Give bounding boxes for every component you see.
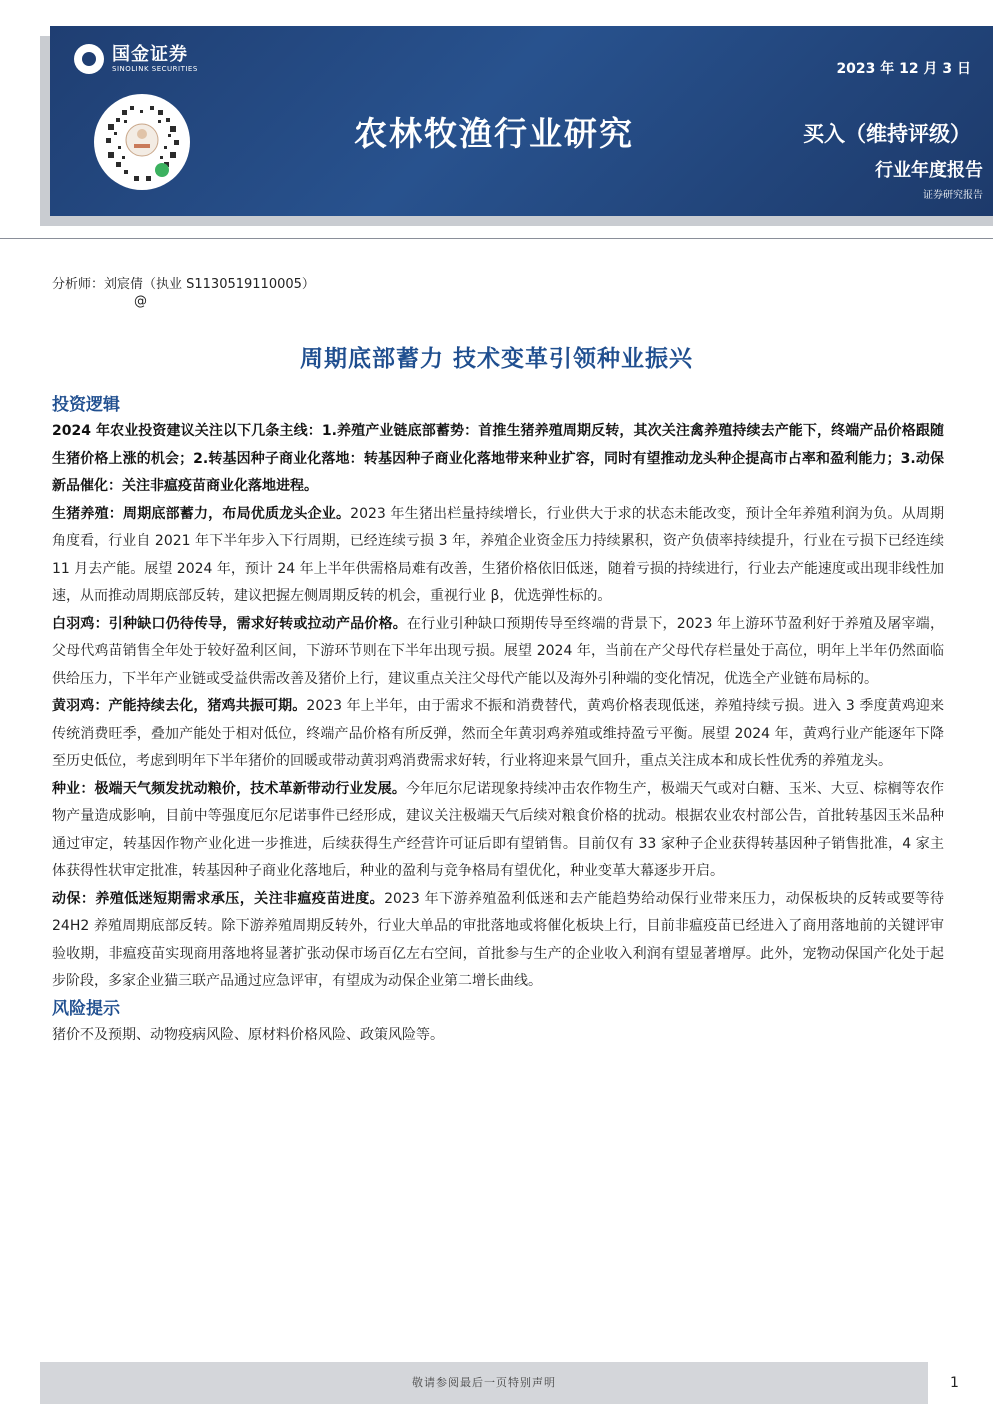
broiler-lead: 白羽鸡：引种缺口仍待传导，需求好转或拉动产品价格。 <box>52 615 407 632</box>
pig-lead: 生猪养殖：周期底部蓄力，布局优质龙头企业。 <box>52 505 351 522</box>
pig-body: 2023 年生猪出栏量持续增长，行业供大于求的状态未能改变，预计全年养殖利润为负。从周期角度看，行业自 2021 年下半年步入下行周期，已经连续亏损 3 年，养殖企业资金压力持续累积，资产负债率持续提升，行业在亏损下已经连续 11 月去产能。展望 2024 年，预计 24 年上半年供需格局难有改善，生猪价格依旧低迷，随着亏损的持续进行，行业去产能速度或出现非线性加速，从而推动周期底部反转，建议把握左侧周期反转的机会，重视行业 β，优选弹性标的。 <box>52 505 944 604</box>
report-date: 2023 年 12 月 3 日 <box>836 61 971 77</box>
analyst-email[interactable]: @ <box>134 294 147 309</box>
header-banner <box>0 0 993 232</box>
seed-paragraph <box>52 776 944 886</box>
risk-paragraph: 猪价不及预期、动物疫病风险、原材料价格风险、政策风险等。 <box>52 1026 444 1043</box>
logo-chinese-name: 国金证券 <box>112 43 188 65</box>
broiler-paragraph <box>52 611 944 694</box>
intro-paragraph: 2024 年农业投资建议关注以下几条主线：1.养殖产业链底部蓄势：首推生猪养殖周期反转，其次关注禽养殖持续去产能下，终端产品价格跟随生猪价格上涨的机会；2.转基因种子商业化落地：转基因种子商业化落地带来种业扩容，同时有望推动龙头种企提高市占率和盈利能力；3.动保新品催化：关注非瘟疫苗商业化落地进程。 <box>52 423 944 494</box>
seed-lead: 种业：极端天气频发扰动粮价，技术革新带动行业发展。 <box>52 780 407 797</box>
rating-badge: 买入（维持评级） <box>803 122 971 146</box>
yellow-chicken-body: 2023 年上半年，由于需求不振和消费替代，黄鸡价格表现低迷，养殖持续亏损。进入 3 季度黄鸡迎来传统消费旺季，叠加产能处于相对低位，终端产品价格有所反弹，然而全年黄羽鸡养殖或维持盈亏平衡。展望 2024 年，黄鸡行业产能逐年下降至历史低位，考虑到明年下半年猪价的回暖或带动黄羽鸡消费需求好转，行业将迎来景气回升，重点关注成本和成长性优秀的养殖龙头。 <box>52 698 945 769</box>
industry-title: 农林牧渔行业研究 <box>354 114 634 153</box>
investment-logic-heading: 投资逻辑 <box>52 395 120 415</box>
logo-english-name: SINOLINK SECURITIES <box>112 64 198 73</box>
seed-body: 今年厄尔尼诺现象持续冲击农作物生产，极端天气或对白糖、玉米、大豆、棕榈等农作物产量造成影响，目前中等强度厄尔尼诺事件已经形成，建议关注极端天气后续对粮食价格的扰动。根据农业农村部公告，首批转基因玉米品种通过审定，转基因作物产业化进一步推进，后续获得生产经营许可证后即有望销售。目前仅有 33 家种子企业获得转基因种子销售批准，4 家主体获得性状审定批准，转基因种子商业化落地后，种业的盈利与竞争格局有望优化，种业变革大幕逐步开启。 <box>52 780 944 879</box>
qr-code-icon <box>94 94 190 190</box>
yellow-chicken-paragraph <box>52 693 944 776</box>
vet-paragraph <box>52 886 944 996</box>
analyst-line: 分析师：刘宸倩（执业 S1130519110005） <box>52 277 315 292</box>
report-type: 行业年度报告 <box>875 160 983 181</box>
risk-heading: 风险提示 <box>52 998 120 1019</box>
footer-notice: 敬请参阅最后一页特别声明 <box>412 1376 556 1389</box>
company-logo <box>74 44 198 74</box>
report-subtitle: 证券研究报告 <box>923 190 983 201</box>
vet-lead: 动保：养殖低迷短期需求承压，关注非瘟疫苗进度。 <box>52 890 385 907</box>
broiler-body: 在行业引种缺口预期传导至终端的背景下，2023 年上游环节盈利好于养殖及屠宰端，父母代鸡苗销售全年处于较好盈利区间，下游环节则在下半年出现亏损。展望 2024 年，当前在产父母代存栏量处于高位，明年上半年仍然面临供给压力，下半年产业链或受益供需改善及猪价上行，建议重点关注父母代产能以及海外引种端的变化情况，优选全产业链布局标的。 <box>52 615 945 687</box>
logo-mark-icon <box>74 44 104 74</box>
yellow-chicken-lead: 黄羽鸡：产能持续去化，猪鸡共振可期。 <box>52 698 307 714</box>
header-divider <box>0 238 993 239</box>
vet-body: 2023 年下游养殖盈利低迷和去产能趋势给动保行业带来压力，动保板块的反转或要等待 24H2 养殖周期底部反转。除下游养殖周期反转外，行业大单品的审批落地或将催化板块上行，目前非瘟疫苗已经进入了商用落地前的关键评审验收期，非瘟疫苗实现商用落地将显著扩张动保市场百亿左右空间，首批参与生产的企业收入利润有望显著增厚。此外，宠物动保国产化处于起步阶段，多家企业猫三联产品通过应急评审，有望成为动保企业第二增长曲线。 <box>52 890 945 989</box>
pig-paragraph <box>52 501 944 611</box>
page-number: 1 <box>950 1375 959 1391</box>
report-body <box>52 392 944 1049</box>
report-title: 周期底部蓄力 技术变革引领种业振兴 <box>299 346 693 372</box>
